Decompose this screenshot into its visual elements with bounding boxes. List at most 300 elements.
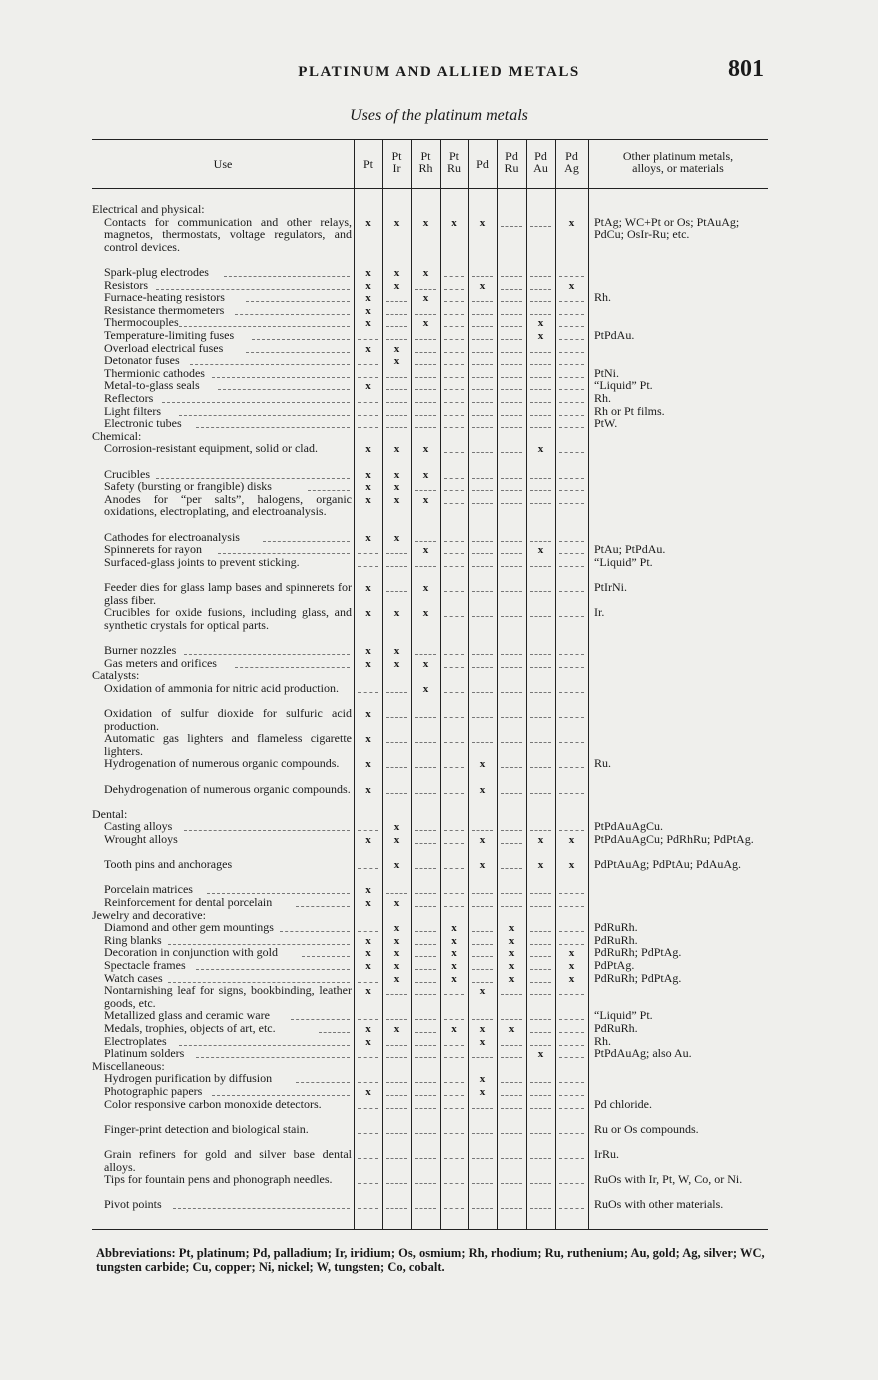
other-materials: PdPtAg. <box>594 958 635 972</box>
empty-cell-dash <box>472 314 493 315</box>
empty-cell-dash <box>559 1019 584 1020</box>
empty-cell-dash <box>530 314 551 315</box>
row-label: Photographic papers <box>104 1084 203 1098</box>
leader-dots <box>252 339 350 340</box>
x-mark: x <box>451 960 457 972</box>
empty-cell-dash <box>501 478 522 479</box>
empty-cell-dash <box>501 692 522 693</box>
x-mark: x <box>451 972 457 985</box>
empty-cell-dash <box>530 301 551 302</box>
empty-cell-dash <box>444 906 464 907</box>
column-header-line: Ir <box>392 161 401 175</box>
empty-cell-dash <box>530 226 551 227</box>
empty-cell-dash <box>444 717 464 718</box>
empty-cell-dash <box>472 1208 493 1209</box>
empty-cell-dash <box>358 1057 378 1058</box>
x-mark: x <box>568 834 575 846</box>
empty-cell-dash <box>559 1095 584 1096</box>
empty-cell-dash <box>415 566 436 567</box>
row-label: Oxidation of ammonia for nitric acid production. <box>104 680 339 695</box>
empty-cell-dash <box>415 289 436 290</box>
column-header <box>411 150 440 174</box>
leader-dots <box>196 969 350 970</box>
x-mark: x <box>479 783 486 796</box>
empty-cell-dash <box>559 667 584 668</box>
other-materials: PtPdAuAgCu. <box>594 819 664 834</box>
empty-cell-dash <box>559 1183 584 1184</box>
x-mark: x <box>479 279 486 292</box>
empty-cell-dash <box>501 667 522 668</box>
row-label: Spark-plug electrodes <box>104 265 209 279</box>
empty-cell-dash <box>559 541 584 542</box>
x-mark: x <box>422 292 429 305</box>
empty-cell-dash <box>501 452 522 453</box>
empty-cell-dash <box>530 478 551 479</box>
other-materials: PdRuRh. <box>594 1021 638 1035</box>
empty-cell-dash <box>472 931 493 932</box>
column-header-line: alloys, or materials <box>632 161 724 175</box>
x-mark: x <box>422 267 429 279</box>
leader-dots <box>196 427 350 428</box>
column-header <box>92 158 354 170</box>
column-header-line: Use <box>213 157 233 171</box>
other-materials: Ru. <box>594 756 612 771</box>
column-header-line: Pd <box>505 149 518 163</box>
x-mark: x <box>365 304 371 317</box>
empty-cell-dash <box>472 1183 493 1184</box>
empty-cell-dash <box>358 415 378 416</box>
row-label: Overload electrical fuses <box>104 340 224 355</box>
empty-cell-dash <box>559 692 584 693</box>
row-label: Furnace-heating resistors <box>104 290 225 305</box>
empty-cell-dash <box>559 931 584 932</box>
column-divider <box>468 140 469 1230</box>
empty-cell-dash <box>415 956 436 957</box>
leader-dots <box>179 415 350 416</box>
empty-cell-dash <box>530 377 551 378</box>
row-label: Tips for fountain pens and phonograph needles. <box>104 1172 333 1187</box>
empty-cell-dash <box>386 301 407 302</box>
empty-cell-dash <box>501 289 522 290</box>
empty-cell-dash <box>530 1183 551 1184</box>
leader-dots <box>196 1057 350 1058</box>
empty-cell-dash <box>501 906 522 907</box>
empty-cell-dash <box>472 427 493 428</box>
x-mark: x <box>479 1086 486 1098</box>
column-header-line: Ru <box>504 161 519 175</box>
empty-cell-dash <box>530 503 551 504</box>
empty-cell-dash <box>530 1019 551 1020</box>
empty-cell-dash <box>559 591 584 592</box>
empty-cell-dash <box>530 1108 551 1109</box>
section-heading: Catalysts: <box>92 668 140 683</box>
empty-cell-dash <box>530 352 551 353</box>
leader-dots <box>246 301 350 302</box>
row-label: Watch cases <box>104 970 163 985</box>
column-header-line: Ru <box>446 161 461 175</box>
column-header-line: Pd <box>565 149 578 163</box>
leader-dots <box>162 402 350 403</box>
x-mark: x <box>479 758 486 771</box>
column-header-line: Rh <box>418 161 433 175</box>
empty-cell-dash <box>444 352 464 353</box>
empty-cell-dash <box>386 742 407 743</box>
column-header-line: Ag <box>564 161 579 175</box>
empty-cell-dash <box>415 868 436 869</box>
table-bottom-rule <box>92 1229 768 1230</box>
leader-dots <box>319 1032 350 1033</box>
empty-cell-dash <box>501 326 522 327</box>
empty-cell-dash <box>472 1158 493 1159</box>
x-mark: x <box>568 960 575 972</box>
column-header <box>468 158 497 170</box>
column-header-line: Pt <box>362 157 373 171</box>
row-label: Crucibles <box>104 466 150 481</box>
empty-cell-dash <box>386 994 407 995</box>
empty-cell-dash <box>530 654 551 655</box>
empty-cell-dash <box>501 767 522 768</box>
empty-cell-dash <box>415 742 436 743</box>
empty-cell-dash <box>472 415 493 416</box>
empty-cell-dash <box>530 1095 551 1096</box>
empty-cell-dash <box>472 541 493 542</box>
row-label: Porcelain matrices <box>104 882 193 897</box>
empty-cell-dash <box>559 1208 584 1209</box>
x-mark: x <box>422 317 429 330</box>
empty-cell-dash <box>386 415 407 416</box>
empty-cell-dash <box>444 452 464 453</box>
header-bottom-rule <box>92 188 768 189</box>
empty-cell-dash <box>472 692 493 693</box>
row-label: Spinnerets for rayon <box>104 542 202 557</box>
x-mark: x <box>365 216 371 229</box>
column-header-line: Pt <box>391 149 402 163</box>
empty-cell-dash <box>559 1108 584 1109</box>
empty-cell-dash <box>501 717 522 718</box>
leader-dots <box>212 1095 350 1096</box>
empty-cell-dash <box>444 1133 464 1134</box>
empty-cell-dash <box>530 944 551 945</box>
column-divider <box>411 140 412 1230</box>
other-materials: PdPtAuAg; PdPtAu; PdAuAg. <box>594 857 742 872</box>
empty-cell-dash <box>472 1108 493 1109</box>
x-mark: x <box>365 1086 371 1098</box>
empty-cell-dash <box>530 969 551 970</box>
empty-cell-dash <box>472 591 493 592</box>
empty-cell-dash <box>386 377 407 378</box>
empty-cell-dash <box>358 1183 378 1184</box>
x-mark: x <box>365 758 371 771</box>
x-mark: x <box>568 947 575 960</box>
empty-cell-dash <box>530 389 551 390</box>
empty-cell-dash <box>501 389 522 390</box>
empty-cell-dash <box>559 402 584 403</box>
empty-cell-dash <box>386 402 407 403</box>
row-label: Burner nozzles <box>104 643 177 657</box>
empty-cell-dash <box>530 906 551 907</box>
empty-cell-dash <box>501 654 522 655</box>
table-title: Uses of the platinum metals <box>350 107 528 124</box>
empty-cell-dash <box>386 767 407 768</box>
empty-cell-dash <box>472 478 493 479</box>
empty-cell-dash <box>386 717 407 718</box>
empty-cell-dash <box>415 1019 436 1020</box>
empty-cell-dash <box>501 1133 522 1134</box>
empty-cell-dash <box>386 1057 407 1058</box>
empty-cell-dash <box>415 1032 436 1033</box>
empty-cell-dash <box>559 1045 584 1046</box>
column-divider <box>497 140 498 1230</box>
empty-cell-dash <box>415 352 436 353</box>
empty-cell-dash <box>501 994 522 995</box>
row-label: Thermionic cathodes <box>104 365 205 380</box>
empty-cell-dash <box>559 717 584 718</box>
x-mark: x <box>365 292 371 305</box>
x-mark: x <box>537 544 544 557</box>
empty-cell-dash <box>444 326 464 327</box>
page-number: 801 <box>728 56 764 82</box>
x-mark: x <box>422 607 429 620</box>
x-mark: x <box>451 216 457 229</box>
empty-cell-dash <box>530 1208 551 1209</box>
x-mark: x <box>568 216 575 229</box>
x-mark: x <box>365 645 371 657</box>
empty-cell-dash <box>386 893 407 894</box>
empty-cell-dash <box>444 301 464 302</box>
empty-cell-dash <box>501 276 522 277</box>
empty-cell-dash <box>358 1158 378 1159</box>
empty-cell-dash <box>559 490 584 491</box>
empty-cell-dash <box>444 541 464 542</box>
empty-cell-dash <box>559 427 584 428</box>
empty-cell-dash <box>386 566 407 567</box>
empty-cell-dash <box>386 326 407 327</box>
empty-cell-dash <box>415 982 436 983</box>
empty-cell-dash <box>415 541 436 542</box>
row-label: Contacts for communication and other relays, magnetos, thermostats, voltage regulators, and control devices. <box>104 214 352 254</box>
leader-dots <box>224 276 350 277</box>
x-mark: x <box>537 330 544 342</box>
leader-dots <box>296 906 350 907</box>
empty-cell-dash <box>415 969 436 970</box>
leader-dots <box>173 1208 350 1209</box>
x-mark: x <box>393 279 400 292</box>
empty-cell-dash <box>444 427 464 428</box>
x-mark: x <box>393 934 400 947</box>
empty-cell-dash <box>415 364 436 365</box>
x-mark: x <box>451 1023 457 1035</box>
empty-cell-dash <box>444 1082 464 1083</box>
empty-cell-dash <box>386 1019 407 1020</box>
x-mark: x <box>365 481 371 494</box>
x-mark: x <box>537 443 544 456</box>
empty-cell-dash <box>444 767 464 768</box>
empty-cell-dash <box>444 1208 464 1209</box>
empty-cell-dash <box>559 364 584 365</box>
empty-cell-dash <box>444 314 464 315</box>
x-mark: x <box>365 985 371 998</box>
x-mark: x <box>393 342 400 355</box>
row-label: Metallized glass and ceramic ware <box>104 1008 270 1023</box>
empty-cell-dash <box>472 352 493 353</box>
x-mark: x <box>508 972 515 985</box>
x-mark: x <box>365 607 371 620</box>
empty-cell-dash <box>444 1095 464 1096</box>
row-label: Reinforcement for dental porcelain <box>104 895 273 909</box>
empty-cell-dash <box>559 314 584 315</box>
leader-dots <box>179 1045 350 1046</box>
empty-cell-dash <box>386 389 407 390</box>
column-header <box>555 150 588 174</box>
empty-cell-dash <box>415 906 436 907</box>
other-materials: PtPdAuAg; also Au. <box>594 1046 692 1061</box>
row-label: Decoration in conjunction with gold <box>104 945 278 960</box>
x-mark: x <box>479 216 486 229</box>
empty-cell-dash <box>444 553 464 554</box>
empty-cell-dash <box>415 793 436 794</box>
column-header-line: Other platinum metals, <box>622 149 734 163</box>
empty-cell-dash <box>501 503 522 504</box>
empty-cell-dash <box>501 566 522 567</box>
column-header-line: Pd <box>476 157 489 171</box>
column-divider <box>588 140 589 1230</box>
empty-cell-dash <box>501 226 522 227</box>
empty-cell-dash <box>444 1057 464 1058</box>
row-label: Electroplates <box>104 1033 167 1048</box>
x-mark: x <box>365 947 371 960</box>
leader-dots <box>184 830 350 831</box>
empty-cell-dash <box>530 793 551 794</box>
empty-cell-dash <box>415 1183 436 1184</box>
x-mark: x <box>479 834 486 846</box>
empty-cell-dash <box>444 566 464 567</box>
empty-cell-dash <box>444 402 464 403</box>
empty-cell-dash <box>530 1133 551 1134</box>
empty-cell-dash <box>444 830 464 831</box>
row-label: Automatic gas lighters and flameless cigarette lighters. <box>104 731 352 758</box>
x-mark: x <box>568 859 575 872</box>
empty-cell-dash <box>559 906 584 907</box>
empty-cell-dash <box>559 893 584 894</box>
empty-cell-dash <box>444 339 464 340</box>
empty-cell-dash <box>559 742 584 743</box>
empty-cell-dash <box>501 1158 522 1159</box>
other-materials: PdRuRh. <box>594 920 638 935</box>
empty-cell-dash <box>386 1208 407 1209</box>
x-mark: x <box>365 1023 371 1035</box>
x-mark: x <box>479 985 486 998</box>
empty-cell-dash <box>415 1158 436 1159</box>
other-materials: “Liquid” Pt. <box>594 378 653 393</box>
empty-cell-dash <box>501 843 522 844</box>
x-mark: x <box>479 1023 486 1035</box>
empty-cell-dash <box>444 692 464 693</box>
empty-cell-dash <box>444 843 464 844</box>
empty-cell-dash <box>501 1082 522 1083</box>
empty-cell-dash <box>415 767 436 768</box>
empty-cell-dash <box>415 1095 436 1096</box>
column-divider <box>440 140 441 1230</box>
empty-cell-dash <box>444 868 464 869</box>
empty-cell-dash <box>501 427 522 428</box>
column-divider <box>555 140 556 1230</box>
x-mark: x <box>365 317 371 330</box>
empty-cell-dash <box>530 893 551 894</box>
empty-cell-dash <box>530 692 551 693</box>
empty-cell-dash <box>559 478 584 479</box>
x-mark: x <box>393 493 400 506</box>
empty-cell-dash <box>501 1057 522 1058</box>
column-header <box>382 150 411 174</box>
x-mark: x <box>365 531 371 544</box>
empty-cell-dash <box>444 364 464 365</box>
x-mark: x <box>479 1073 486 1086</box>
empty-cell-dash <box>358 377 378 378</box>
empty-cell-dash <box>559 793 584 794</box>
row-label: Crucibles for oxide fusions, including glass, and synthetic crystals for optical parts. <box>104 605 352 632</box>
other-materials: PdRuRh; PdPtAg. <box>594 945 682 960</box>
empty-cell-dash <box>472 490 493 491</box>
x-mark: x <box>422 582 429 594</box>
section-heading: Electrical and physical: <box>92 202 205 216</box>
x-mark: x <box>393 960 400 972</box>
other-materials: PtNi. <box>594 365 620 380</box>
x-mark: x <box>537 317 544 330</box>
x-mark: x <box>422 544 429 557</box>
column-header <box>440 150 468 174</box>
x-mark: x <box>365 342 371 355</box>
empty-cell-dash <box>472 276 493 277</box>
row-label: Safety (bursting or frangible) disks <box>104 479 272 494</box>
empty-cell-dash <box>358 427 378 428</box>
empty-cell-dash <box>472 616 493 617</box>
x-mark: x <box>393 821 400 834</box>
empty-cell-dash <box>415 1057 436 1058</box>
leader-dots <box>212 377 350 378</box>
row-label: Grain refiners for gold and silver base dental alloys. <box>104 1147 352 1174</box>
empty-cell-dash <box>386 591 407 592</box>
empty-cell-dash <box>472 893 493 894</box>
empty-cell-dash <box>530 276 551 277</box>
empty-cell-dash <box>472 553 493 554</box>
empty-cell-dash <box>415 314 436 315</box>
x-mark: x <box>393 922 400 935</box>
leader-dots <box>218 389 350 390</box>
empty-cell-dash <box>472 364 493 365</box>
x-mark: x <box>393 481 400 494</box>
empty-cell-dash <box>415 931 436 932</box>
x-mark: x <box>508 1023 515 1035</box>
empty-cell-dash <box>559 326 584 327</box>
x-mark: x <box>365 708 371 720</box>
other-materials: IrRu. <box>594 1147 619 1161</box>
x-mark: x <box>422 493 429 506</box>
other-materials: PtPdAuAgCu; PdRhRu; PdPtAg. <box>594 832 754 846</box>
empty-cell-dash <box>472 956 493 957</box>
empty-cell-dash <box>415 830 436 831</box>
empty-cell-dash <box>472 389 493 390</box>
empty-cell-dash <box>530 982 551 983</box>
empty-cell-dash <box>386 1158 407 1159</box>
x-mark: x <box>393 972 400 985</box>
empty-cell-dash <box>530 667 551 668</box>
empty-cell-dash <box>501 1208 522 1209</box>
other-materials: Rh or Pt films. <box>594 403 665 418</box>
empty-cell-dash <box>444 654 464 655</box>
x-mark: x <box>393 947 400 960</box>
x-mark: x <box>537 834 544 846</box>
empty-cell-dash <box>386 339 407 340</box>
